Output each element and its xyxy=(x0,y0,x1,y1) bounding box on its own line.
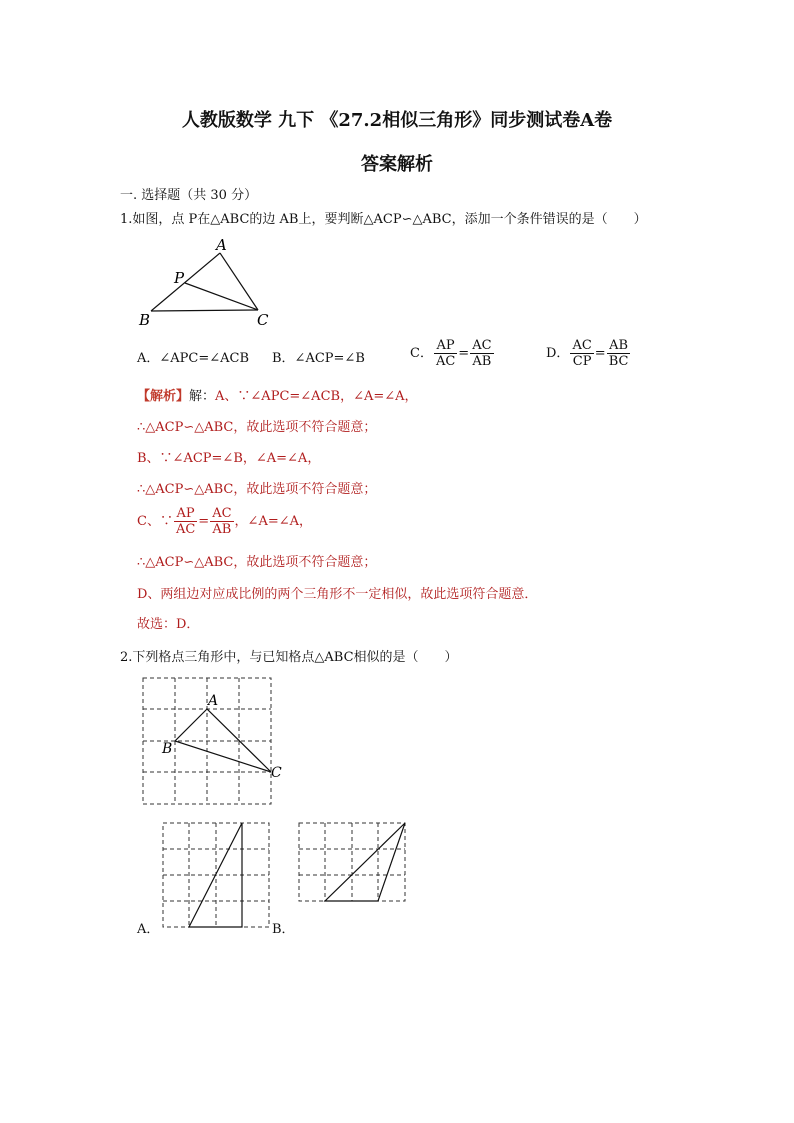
q1-option-c-frac1 xyxy=(434,338,457,369)
q1-option-d xyxy=(546,338,631,369)
question-2-text: 2.下列格点三角形中，与已知格点△ABC相似的是（ ） xyxy=(120,650,458,665)
q1-option-d-label: D． xyxy=(546,346,570,361)
q2-grid-figure xyxy=(140,675,290,807)
fraction-numerator: AC xyxy=(212,506,232,521)
fraction-numerator: AP xyxy=(174,506,197,522)
q2-option-a-figure xyxy=(160,820,272,930)
q1-analysis-line-6: ∴△ACP∽△ABC，故此选项不符合题意； xyxy=(137,555,377,570)
q2-option-a-label: A． xyxy=(137,922,160,937)
fraction-denominator: AB xyxy=(472,354,492,369)
q1-label-c: C xyxy=(257,311,269,329)
q2-option-b-figure xyxy=(296,820,408,905)
analysis-intro: 解： xyxy=(189,389,216,404)
fraction-numerator: AP xyxy=(434,338,457,354)
q1-analysis-line-1 xyxy=(137,385,418,404)
analysis-prefix: C、∵ xyxy=(137,514,173,529)
q1-analysis-line-4: ∴△ACP∽△ABC，故此选项不符合题意； xyxy=(137,482,377,497)
q1-analysis-line-7: D、两组边对应成比例的两个三角形不一定相似，故此选项符合题意． xyxy=(137,587,538,602)
equals-sign: = xyxy=(594,346,606,361)
fraction-denominator: BC xyxy=(608,354,629,369)
fraction-denominator: AC xyxy=(175,522,196,537)
q1-option-d-frac2 xyxy=(607,338,631,369)
fraction-numerator: AB xyxy=(607,338,631,354)
q1-option-b: B．∠ACP=∠B xyxy=(272,351,365,366)
fraction-denominator: CP xyxy=(572,354,592,369)
analysis-text: A、∵∠APC=∠ACB，∠A=∠A， xyxy=(215,389,418,404)
q1-option-c-frac2 xyxy=(470,338,493,369)
analysis-frac2 xyxy=(210,506,233,537)
q1-label-a: A xyxy=(216,236,227,254)
q2-label-c: C xyxy=(271,765,282,781)
q1-option-c-label: C． xyxy=(410,346,433,361)
fraction-denominator: AC xyxy=(435,354,456,369)
page-subtitle: 答案解析 xyxy=(361,154,433,175)
fraction-denominator: AB xyxy=(212,522,232,537)
q1-label-p: P xyxy=(174,269,185,287)
q1-option-c xyxy=(410,338,495,369)
q1-label-b: B xyxy=(139,311,151,329)
q1-option-d-frac1 xyxy=(570,338,593,369)
analysis-frac1 xyxy=(174,506,197,537)
equals-sign: = xyxy=(198,514,210,529)
q2-label-a: A xyxy=(208,693,219,709)
q2-option-b-label: B． xyxy=(272,922,295,937)
section-heading: 一. 选择题（共 30 分） xyxy=(120,188,258,203)
q2-label-b: B xyxy=(162,741,173,757)
analysis-suffix: ，∠A=∠A， xyxy=(234,514,313,529)
analysis-tag: 【解析】 xyxy=(137,389,190,404)
q1-answer: 故选：D． xyxy=(137,617,200,632)
q1-option-a: A．∠APC=∠ACB xyxy=(137,351,250,366)
page-title: 人教版数学 九下 《27.2相似三角形》同步测试卷A卷 xyxy=(181,110,613,131)
fraction-numerator: AC xyxy=(572,338,592,353)
q1-triangle-figure xyxy=(130,236,280,331)
fraction-numerator: AC xyxy=(472,338,492,353)
equals-sign: = xyxy=(458,346,470,361)
question-1-text: 1.如图，点 P在△ABC的边 AB上，要判断△ACP∽△ABC，添加一个条件错误的是（ ） xyxy=(120,212,647,227)
q1-analysis-line-5 xyxy=(137,506,312,537)
q1-analysis-line-2: ∴△ACP∽△ABC，故此选项不符合题意； xyxy=(137,420,377,435)
q1-analysis-line-3: B、∵∠ACP=∠B，∠A=∠A， xyxy=(137,451,321,466)
